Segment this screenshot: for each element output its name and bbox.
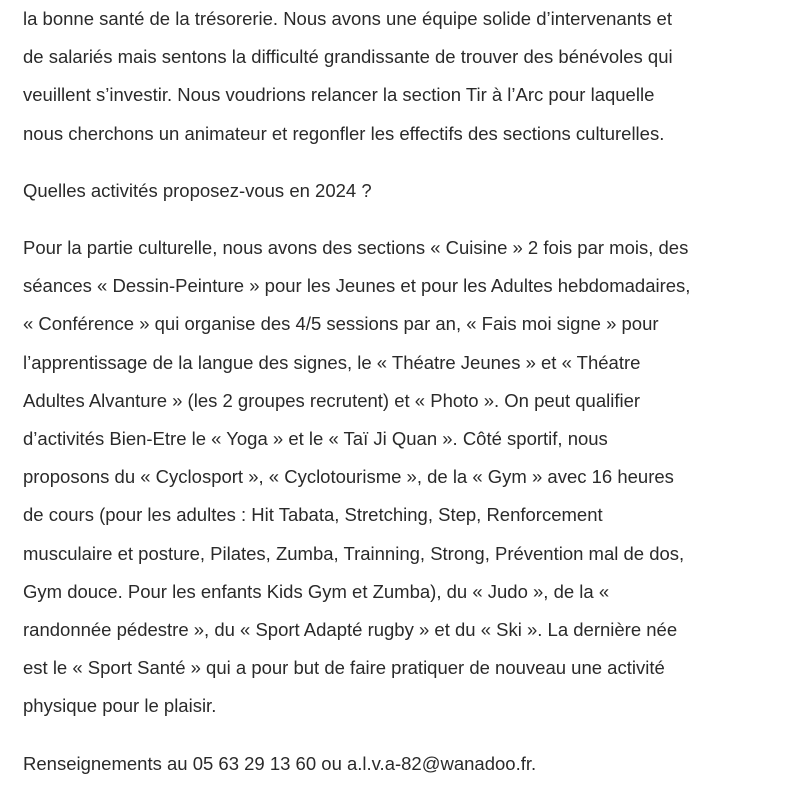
text-line: Quelles activités proposez-vous en 2024 ? (23, 179, 372, 201)
text-line: randonnée pédestre », du « Sport Adapté rugby » et du « Ski ». La dernière née (23, 619, 678, 641)
text-line: l’apprentissage de la langue des signes, le « Théatre Jeunes » et « Théatre (23, 351, 641, 373)
contact-line: Renseignements au 05 63 29 13 60 ou a.l.v.a-82@wanadoo.fr. (23, 752, 537, 774)
text-line: musculaire et posture, Pilates, Zumba, Trainning, Strong, Prévention mal de dos, (23, 542, 685, 564)
text-line: de salariés mais sentons la difficulté grandissante de trouver des bénévoles qui (23, 46, 673, 68)
paragraph-spacer (23, 153, 768, 172)
paragraph-question (23, 172, 768, 210)
text-line: d’activités Bien-Etre le « Yoga » et le « Taï Ji Quan ». Côté sportif, nous (23, 428, 608, 450)
article-body (23, 0, 768, 783)
paragraph-contact (23, 745, 768, 783)
text-line: proposons du « Cyclosport », « Cyclotourisme », de la « Gym » avec 16 heures (23, 466, 674, 488)
text-line: la bonne santé de la trésorerie. Nous avons une équipe solide d’intervenants et (23, 8, 672, 29)
text-line: Adultes Alvanture » (les 2 groupes recrutent) et « Photo ». On peut qualifier (23, 389, 641, 411)
text-line: Gym douce. Pour les enfants Kids Gym et Zumba), du « Judo », de la « (23, 580, 610, 602)
text-line: veuillent s’investir. Nous voudrions relancer la section Tir à l’Arc pour laquelle (23, 84, 655, 106)
paragraph-activities (23, 229, 768, 726)
text-line: de cours (pour les adultes : Hit Tabata, Stretching, Step, Renforcement (23, 504, 603, 526)
text-line: nous cherchons un animateur et regonfler les effectifs des sections culturelles. (23, 122, 665, 144)
paragraph-spacer (23, 210, 768, 229)
text-line: est le « Sport Santé » qui a pour but de faire pratiquer de nouveau une activité (23, 657, 665, 679)
paragraph-spacer (23, 726, 768, 745)
text-line: physique pour le plaisir. (23, 695, 217, 717)
text-line: « Conférence » qui organise des 4/5 sessions par an, « Fais moi signe » pour (23, 313, 659, 335)
text-line: séances « Dessin-Peinture » pour les Jeunes et pour les Adultes hebdomadaires, (23, 275, 691, 297)
paragraph-treasury (23, 0, 768, 153)
text-line: Pour la partie culturelle, nous avons des sections « Cuisine » 2 fois par mois, des (23, 237, 689, 259)
